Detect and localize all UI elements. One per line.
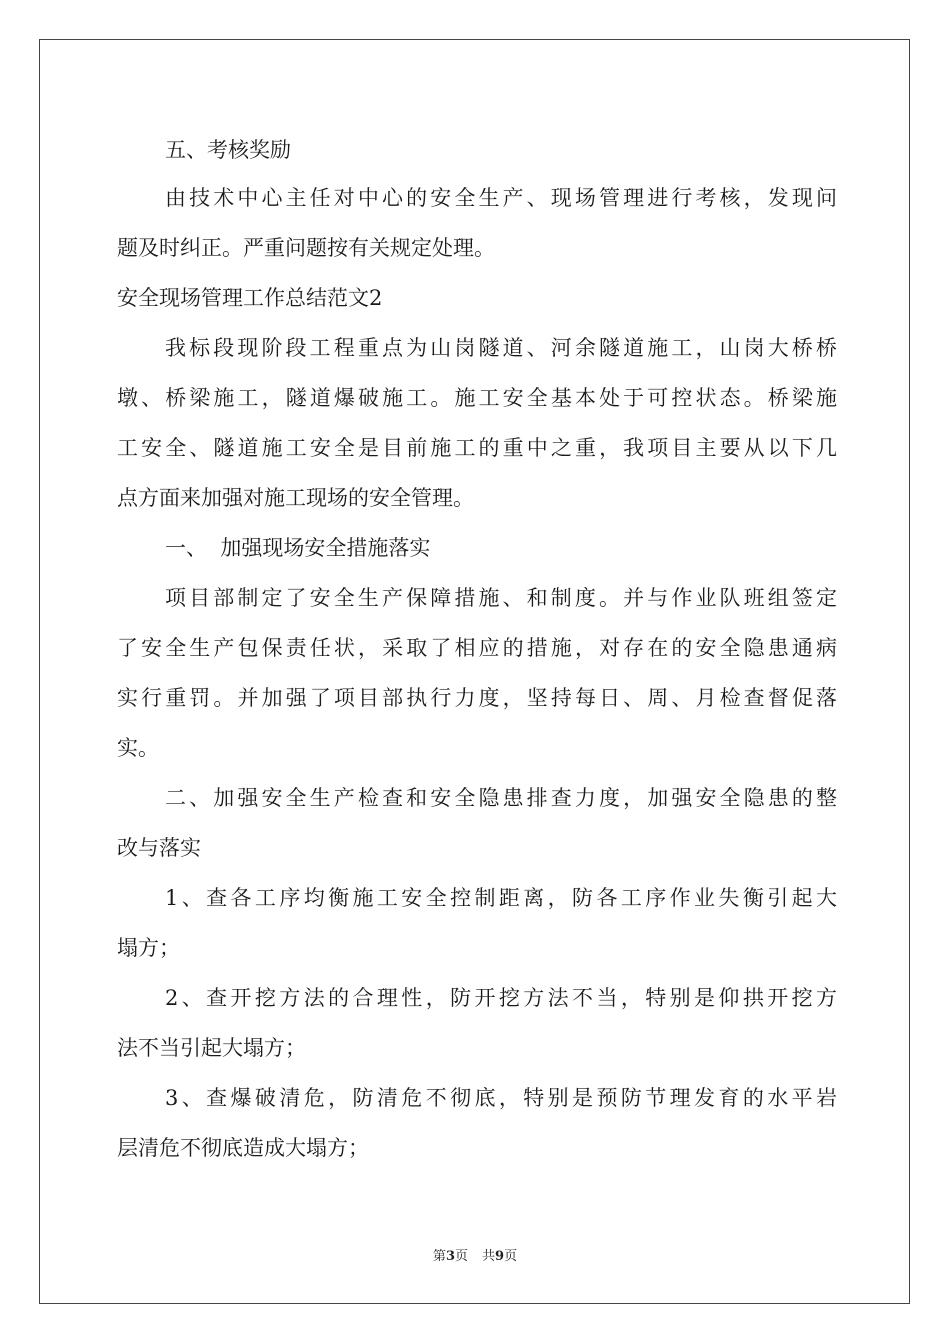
section-heading-one: 一、 加强现场安全措施落实: [165, 536, 431, 560]
list-item-line: 法不当引起大塌方；: [117, 1036, 306, 1060]
paragraph-line: 工安全、隧道施工安全是目前施工的重中之重，我项目主要从以下几: [117, 436, 837, 460]
paragraph-line: 了安全生产包保责任状，采取了相应的措施，对存在的安全隐患通病: [117, 636, 837, 660]
total-prefix: 共: [482, 1249, 496, 1264]
page-prefix: 第: [432, 1249, 446, 1264]
page-footer: [0, 1249, 950, 1265]
section-heading-assessment: 五、考核奖励: [165, 138, 291, 162]
total-suffix: 页: [504, 1249, 518, 1264]
page-suffix: 页: [454, 1249, 468, 1264]
section-heading-two: 二、加强安全生产检查和安全隐患排查力度，加强安全隐患的整: [165, 786, 837, 810]
paragraph-line: 改与落实: [117, 836, 201, 860]
list-item-line: 3、查爆破清危，防清危不彻底，特别是预防节理发育的水平岩: [165, 1086, 837, 1110]
document-title: 安全现场管理工作总结范文2: [117, 286, 383, 310]
list-item-line: 2、查开挖方法的合理性，防开挖方法不当，特别是仰拱开挖方: [165, 986, 837, 1010]
list-item-line: 塌方；: [117, 936, 180, 960]
paragraph-line: 题及时纠正。严重问题按有关规定处理。: [117, 236, 495, 260]
page-border: [39, 39, 910, 1304]
paragraph-line: 我标段现阶段工程重点为山岗隧道、河余隧道施工，山岗大桥桥: [165, 336, 837, 360]
page-number: 3: [445, 1249, 455, 1264]
paragraph-line: 点方面来加强对施工现场的安全管理。: [117, 486, 474, 510]
list-item-line: 层清危不彻底造成大塌方；: [117, 1136, 369, 1160]
paragraph-line: 实行重罚。并加强了项目部执行力度，坚持每日、周、月检查督促落: [117, 686, 837, 710]
total-pages: 9: [495, 1249, 505, 1264]
list-item-line: 1、查各工序均衡施工安全控制距离，防各工序作业失衡引起大: [165, 886, 837, 910]
paragraph-line: 项目部制定了安全生产保障措施、和制度。并与作业队班组签定: [165, 586, 837, 610]
paragraph-line: 由技术中心主任对中心的安全生产、现场管理进行考核，发现问: [165, 186, 837, 210]
paragraph-line: 实。: [117, 736, 159, 760]
paragraph-line: 墩、桥梁施工，隧道爆破施工。施工安全基本处于可控状态。桥梁施: [117, 386, 837, 410]
